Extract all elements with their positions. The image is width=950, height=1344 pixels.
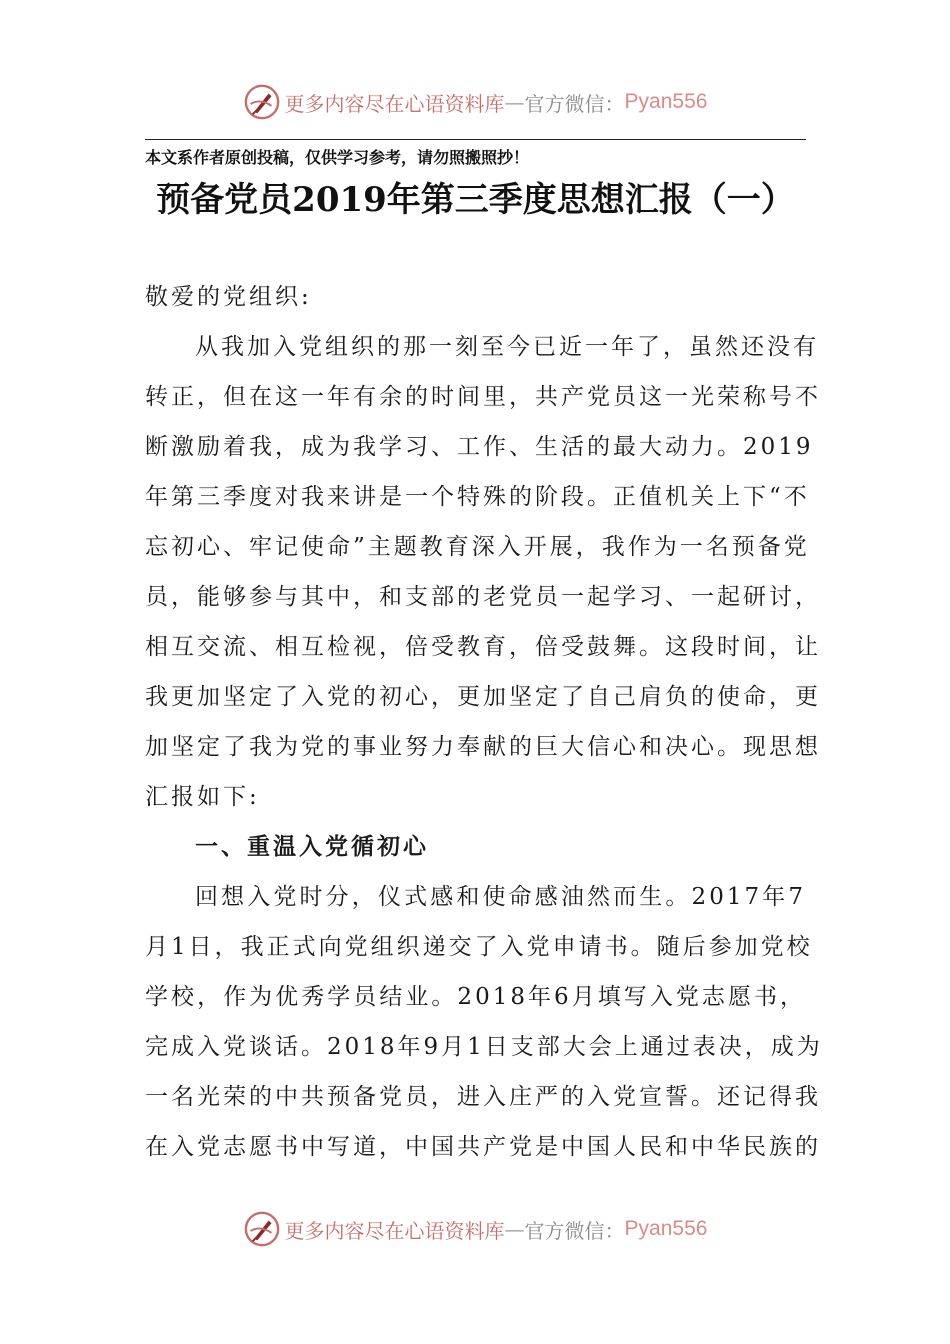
para1-line: 断激励着我，成为我学习、工作、生活的最大动力。2019 <box>145 434 814 460</box>
banner-official-label: 官方微信： <box>524 91 625 116</box>
para1-line: 员，能够参与其中，和支部的老党员一起学习、一起研讨， <box>145 584 821 610</box>
section-heading: 一、重温入党循初心 <box>195 834 429 860</box>
para1-line: 转正，但在这一年有余的时间里，共产党员这一光荣称号不 <box>145 384 821 410</box>
para1-line: 汇报如下: <box>145 784 260 810</box>
copyright-notice: 本文系作者原创投稿，仅供学习参考，请勿照搬照抄！ <box>145 148 530 167</box>
para1-line: 加坚定了我为党的事业努力奉献的巨大信心和决心。现思想 <box>145 734 821 760</box>
document-title: 预备党员2019年第三季度思想汇报（一） <box>156 180 795 220</box>
para1-line: 从我加入党组织的那一刻至今已近一年了，虽然还没有 <box>195 334 819 360</box>
salutation: 敬爱的党组织: <box>145 284 312 310</box>
footer-banner <box>0 1209 950 1249</box>
banner-main-text: 更多内容尽在心语资料库 <box>284 91 505 116</box>
para2-line: 回想入党时分，仪式感和使命感油然而生。2017年7 <box>195 884 806 910</box>
banner-wechat-handle: Pyan556 <box>624 90 708 113</box>
para1-line: 我更加坚定了入党的初心，更加坚定了自己肩负的使命，更 <box>145 684 821 710</box>
para1-line: 年第三季度对我来讲是一个特殊的阶段。正值机关上下“不 <box>145 484 810 510</box>
para1-line: 忘初心、牢记使命”主题教育深入开展，我作为一名预备党 <box>145 534 810 560</box>
banner-main-text: 更多内容尽在心语资料库 <box>284 1218 505 1243</box>
banner-official-label: 官方微信： <box>524 1218 625 1243</box>
quill-pen-circle-icon <box>243 1210 281 1248</box>
para2-line: 一名光荣的中共预备党员，进入庄严的入党宣誓。还记得我 <box>145 1084 821 1110</box>
para2-line: 完成入党谈话。2018年9月1日支部大会上通过表决，成为 <box>145 1034 823 1060</box>
para2-line: 月1日，我正式向党组织递交了入党申请书。随后参加党校 <box>145 934 813 960</box>
header-rule <box>145 139 806 140</box>
banner-dash: — <box>504 1217 525 1241</box>
para2-line: 学校，作为优秀学员结业。2018年6月填写入党志愿书， <box>145 984 806 1010</box>
quill-pen-circle-icon <box>243 83 281 121</box>
para1-line: 相互交流、相互检视，倍受教育，倍受鼓舞。这段时间，让 <box>145 634 821 660</box>
banner-dash: — <box>504 90 525 114</box>
para2-line: 在入党志愿书中写道，中国共产党是中国人民和中华民族的 <box>145 1134 821 1160</box>
document-body <box>145 272 823 1172</box>
banner-wechat-handle: Pyan556 <box>624 1217 708 1240</box>
header-banner <box>0 82 950 122</box>
